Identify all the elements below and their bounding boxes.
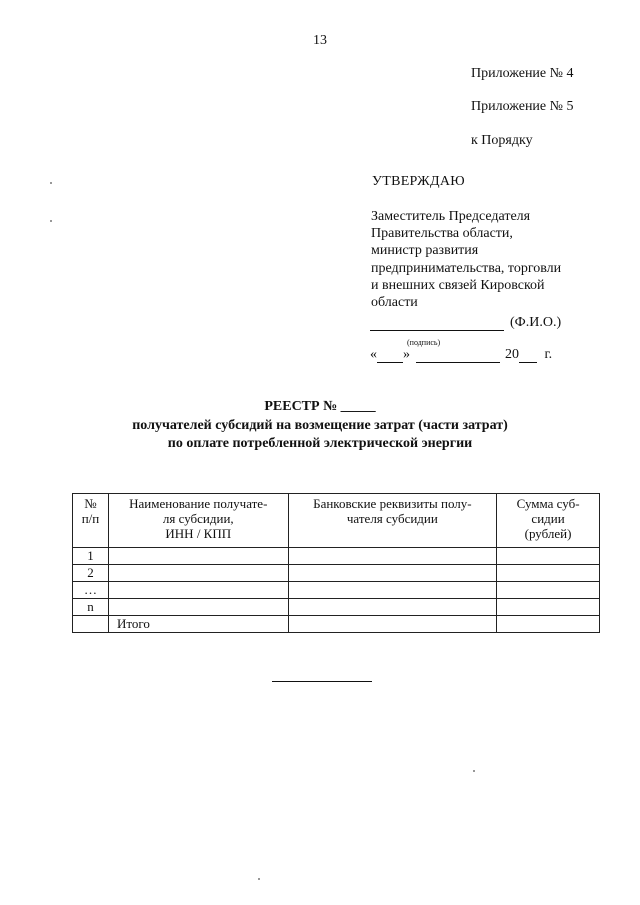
row-amount-cell bbox=[497, 582, 600, 599]
day-blank bbox=[377, 349, 403, 363]
closing-rule bbox=[272, 681, 372, 682]
row-recipient-cell bbox=[108, 582, 288, 599]
row-bank-cell bbox=[288, 548, 497, 565]
date-close-quote: » bbox=[403, 347, 410, 362]
header-text: № bbox=[84, 496, 97, 511]
registry-subtitle-1: получателей субсидий на возмещение затрат (части затрат) bbox=[132, 418, 508, 433]
header-text: чателя субсидии bbox=[346, 511, 438, 526]
row-number: n bbox=[73, 599, 109, 616]
table-header-row bbox=[73, 494, 600, 548]
header-text: ля субсидии, bbox=[162, 511, 234, 526]
header-recipient bbox=[108, 494, 288, 548]
total-amount-cell bbox=[497, 616, 600, 633]
year-prefix: 20 bbox=[505, 347, 519, 362]
table-row bbox=[73, 565, 600, 582]
header-text: Наименование получате- bbox=[129, 496, 268, 511]
appendix-line-1: Приложение № 4 bbox=[471, 66, 574, 81]
signature-blank bbox=[370, 316, 504, 331]
year-blank bbox=[519, 349, 537, 363]
header-number bbox=[73, 494, 109, 548]
official-line: области bbox=[371, 295, 418, 311]
header-bank-details bbox=[288, 494, 497, 548]
header-text: (рублей) bbox=[524, 526, 572, 541]
scan-speck bbox=[258, 878, 260, 880]
year-suffix: г. bbox=[544, 347, 553, 362]
row-amount-cell bbox=[497, 565, 600, 582]
month-blank bbox=[416, 349, 500, 363]
name-placeholder: (Ф.И.О.) bbox=[510, 315, 562, 330]
row-number: 2 bbox=[73, 565, 109, 582]
total-label: Итого bbox=[108, 616, 288, 633]
row-recipient-cell bbox=[108, 548, 288, 565]
header-amount bbox=[497, 494, 600, 548]
header-text: Банковские реквизиты полу- bbox=[313, 496, 472, 511]
row-bank-cell bbox=[288, 582, 497, 599]
header-text: Сумма суб- bbox=[516, 496, 580, 511]
official-line: министр развития bbox=[371, 243, 479, 259]
signature-caption: (подпись) bbox=[407, 338, 441, 347]
official-line: Правительства области, bbox=[371, 226, 513, 242]
scan-speck bbox=[50, 182, 52, 184]
official-line: и внешних связей Кировской bbox=[371, 277, 545, 293]
scan-speck bbox=[473, 770, 475, 772]
registry-title: РЕЕСТР № _____ bbox=[264, 399, 376, 414]
total-number-cell bbox=[73, 616, 109, 633]
table-row bbox=[73, 599, 600, 616]
date-open-quote: « bbox=[370, 347, 377, 362]
header-text: ИНН / КПП bbox=[165, 526, 232, 541]
signature-line bbox=[370, 315, 561, 331]
registry-table bbox=[72, 493, 600, 633]
table-row bbox=[73, 582, 600, 599]
row-number: 1 bbox=[73, 548, 109, 565]
page-number: 13 bbox=[313, 33, 327, 48]
header-text: сидии bbox=[531, 511, 565, 526]
registry-subtitle-2: по оплате потребленной электрической энергии bbox=[167, 436, 473, 451]
header-text: п/п bbox=[81, 511, 100, 526]
official-line: Заместитель Председателя bbox=[371, 209, 531, 224]
total-bank-cell bbox=[288, 616, 497, 633]
appendix-line-3: к Порядку bbox=[471, 133, 533, 148]
row-amount-cell bbox=[497, 599, 600, 616]
row-recipient-cell bbox=[108, 599, 288, 616]
date-line bbox=[370, 347, 552, 363]
row-bank-cell bbox=[288, 565, 497, 582]
row-amount-cell bbox=[497, 548, 600, 565]
official-position bbox=[371, 208, 601, 311]
row-bank-cell bbox=[288, 599, 497, 616]
row-number: … bbox=[73, 582, 109, 599]
table-total-row bbox=[73, 616, 600, 633]
approval-heading: УТВЕРЖДАЮ bbox=[372, 174, 465, 189]
scan-speck bbox=[50, 220, 52, 222]
appendix-line-2: Приложение № 5 bbox=[471, 99, 574, 114]
official-line: предпринимательства, торговли bbox=[371, 260, 562, 276]
row-recipient-cell bbox=[108, 565, 288, 582]
table-row bbox=[73, 548, 600, 565]
